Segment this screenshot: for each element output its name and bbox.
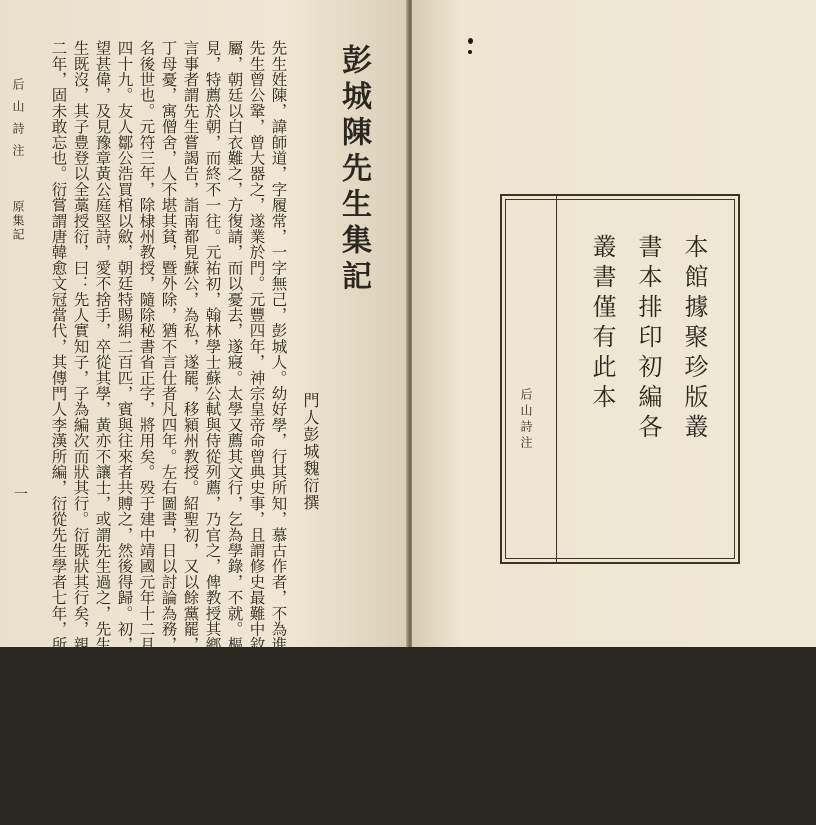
notice-book-label: 后山詩注 xyxy=(519,388,533,452)
text-column: 生既沒，其子豊登以全藁授衍，曰：先人實知子，子為編次而狀其行。衍既狀其行矣，親錄藏于家者，今十 xyxy=(71,40,90,778)
text-column: 先生曾公鞏，曾大器之，遂業於門。元豐四年，神宗皇帝命曾典史事，且謂修史最難中敘，切至，曾薦為其 xyxy=(247,40,266,778)
text-column: 四十九。友人鄒公浩買棺以斂，朝廷特賜絹二百匹，賓與往來者共賻之，然後得歸。初，先生學于曾公，譽 xyxy=(115,40,134,778)
notice-column: 叢書僅有此本 xyxy=(588,234,616,414)
text-column: 言事者謂先生嘗謁告，詣南都見蘇公，為私，遂罷，移潁州教授。紹聖初，又以餘黨罷，換江州彭澤令，未行， xyxy=(181,40,200,810)
right-page xyxy=(412,0,816,647)
ink-spot xyxy=(468,38,473,44)
ink-spot xyxy=(468,50,472,54)
text-column: 望甚偉，及見豫章黃公庭堅詩，愛不捨手，卒從其學，黃亦不讓士，或謂先生過之，先生惟自謂不及也。先 xyxy=(93,40,112,778)
notice-divider xyxy=(556,196,557,562)
page-title: 彭城陳先生集記 xyxy=(336,44,371,296)
text-column: 名後世也。元符三年，除棣州教授，隨除秘書省正字，將用矣。殁于建中靖國元年十二月之二十九日，年 xyxy=(137,40,156,763)
notice-column: 本館據聚珍版叢 xyxy=(680,234,708,444)
leaf-number: 一 xyxy=(14,487,28,503)
margin-book-title: 后山詩注 xyxy=(11,78,25,166)
text-column: 二年，固未敢忘也。衍嘗謂唐韓愈文冠當代，其傳門人李漢所編，衍從先生學者七年，所得為多，今又受 xyxy=(49,40,68,763)
publisher-notice-box xyxy=(500,194,740,564)
text-column: 丁母憂，寓僧舍，人不堪其貧，暨外除，猶不言仕者凡四年。左右圖書，日以討論為務，蓋其志專欲以文學 xyxy=(159,40,178,778)
notice-column: 書本排印初編各 xyxy=(634,234,662,444)
text-column: 屬，朝廷以白衣難之，方復請，而以憂去，遂寢。太學又薦其文行，乞為學錄，不就。樞密章公惇高其義，嘗來 xyxy=(225,40,244,810)
text-column: 見，特薦於朝，而終不一往。元祐初，翰林學士蘇公軾與侍從列薦，乃官之，俾教授其鄉，未幾除太學博士， xyxy=(203,40,222,794)
text-column: 先生姓陳，諱師道，字履常，一字無己，彭城人。幼好學，行其所知，慕古作者，不為進取計也。年十六，謁南豐 xyxy=(269,40,288,825)
author-byline: 門人彭城魏衍撰 xyxy=(301,392,320,511)
margin-section-title: 原集記 xyxy=(11,200,25,242)
